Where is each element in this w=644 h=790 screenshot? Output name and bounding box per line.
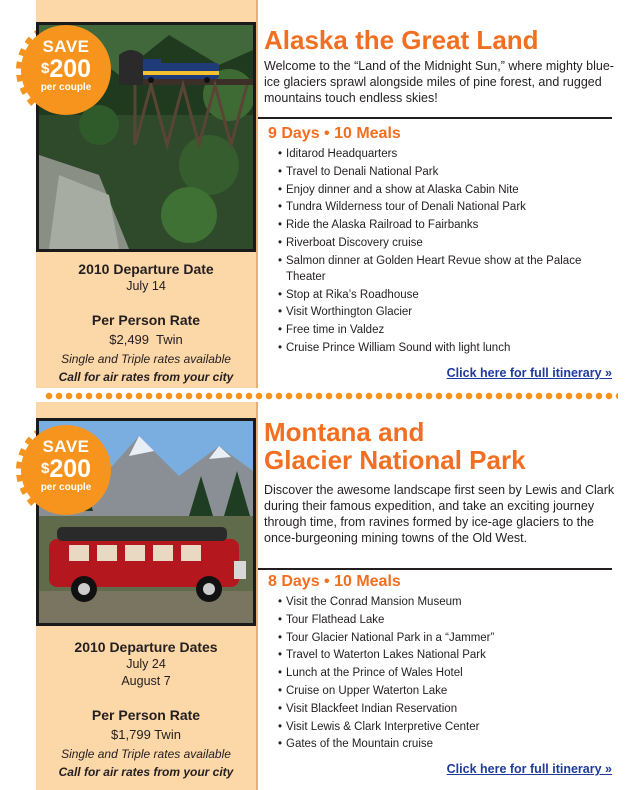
list-item: • Cruise Prince William Sound with light lunch (278, 340, 618, 356)
tour-title-line1: Montana and (264, 417, 425, 447)
rate-header: Per Person Rate (91, 312, 201, 328)
badge-per-couple: per couple (40, 82, 92, 93)
save-badge (24, 428, 108, 512)
tour-title-line2: Glacier National Park (264, 445, 526, 475)
badge-amount-value: 200 (49, 455, 92, 483)
departure-and-rate-info (36, 256, 256, 387)
badge-dollar-sign: $ (40, 60, 50, 77)
price-line (36, 329, 256, 351)
list-item: • Visit Worthington Glacier (278, 304, 618, 320)
montana-tour-section (0, 402, 644, 790)
list-item: • Salmon dinner at Golden Heart Revue show at the Palace Theater (278, 253, 618, 285)
list-item: • Gates of the Mountain cruise (278, 736, 618, 752)
price-value: $1,799 (111, 727, 151, 742)
list-item: • Lunch at the Prince of Wales Hotel (278, 665, 618, 681)
list-item: • Tundra Wilderness tour of Denali National Park (278, 199, 618, 215)
departure-header: 2010 Departure Date (78, 261, 214, 277)
tour-intro: Welcome to the “Land of the Midnight Sun,” where mighty blue-ice glaciers sprawl alongside miles of pine forest, and rugged mountains touch endless skies! (264, 59, 614, 105)
rates-note: Single and Triple rates available (61, 352, 231, 366)
list-item: • Ride the Alaska Railroad to Fairbanks (278, 217, 618, 233)
departure-date: August 7 (121, 674, 171, 688)
departure-and-rate-info (36, 634, 256, 782)
rates-note: Single and Triple rates available (61, 747, 231, 761)
price-value: $2,499 (109, 332, 150, 347)
list-item: • Stop at Rika’s Roadhouse (278, 287, 618, 303)
list-item: • Tour Glacier National Park in a “Jammer” (278, 630, 618, 646)
list-item: • Travel to Waterton Lakes National Park (278, 647, 618, 663)
badge-dollar-sign: $ (40, 460, 50, 477)
tour-intro: Discover the awesome landscape first seen by Lewis and Clark during their famous expedition, and take an exciting journey through time, from ravines formed by ice-age glaciers to the once-burgeoning mining towns of the Old West. (264, 483, 615, 545)
list-item: • Iditarod Headquarters (278, 146, 618, 162)
days-meals-heading: 9 Days • 10 Meals (268, 125, 401, 142)
list-item: • Travel to Denali National Park (278, 164, 618, 180)
itinerary-list (278, 594, 618, 754)
departure-date: July 14 (126, 279, 166, 293)
list-item: • Tour Flathead Lake (278, 612, 618, 628)
air-rates-note: Call for air rates from your city (58, 765, 234, 779)
list-item: • Free time in Valdez (278, 322, 618, 338)
list-item: • Riverboat Discovery cruise (278, 235, 618, 251)
save-badge (24, 28, 108, 112)
air-rates-note: Call for air rates from your city (58, 370, 234, 384)
badge-save-label: SAVE (42, 37, 90, 56)
price-unit: Twin (156, 332, 183, 347)
badge-amount (24, 457, 108, 481)
tour-title (264, 418, 526, 474)
badge-amount-value: 200 (49, 55, 92, 83)
badge-per-couple: per couple (40, 482, 92, 493)
badge-save-label: SAVE (42, 437, 90, 456)
full-itinerary-link[interactable]: Click here for full itinerary » (446, 762, 612, 776)
tour-title: Alaska the Great Land (264, 25, 539, 55)
rate-header: Per Person Rate (91, 707, 201, 723)
divider-rule (258, 568, 612, 570)
list-item: • Visit the Conrad Mansion Museum (278, 594, 618, 610)
alaska-tour-section (0, 0, 644, 388)
list-item: • Enjoy dinner and a show at Alaska Cabin Nite (278, 182, 618, 198)
days-meals-heading: 8 Days • 10 Meals (268, 573, 401, 590)
badge-amount (24, 57, 108, 81)
departure-header: 2010 Departure Dates (74, 639, 218, 655)
list-item: • Visit Blackfeet Indian Reservation (278, 701, 618, 717)
departure-date: July 24 (126, 657, 166, 671)
price-unit: Twin (154, 727, 181, 742)
itinerary-list (278, 146, 618, 358)
dotted-separator (44, 392, 618, 400)
list-item: • Cruise on Upper Waterton Lake (278, 683, 618, 699)
list-item: • Visit Lewis & Clark Interpretive Center (278, 719, 618, 735)
full-itinerary-link[interactable]: Click here for full itinerary » (446, 366, 612, 380)
divider-rule (258, 117, 612, 119)
price-line (36, 724, 256, 746)
